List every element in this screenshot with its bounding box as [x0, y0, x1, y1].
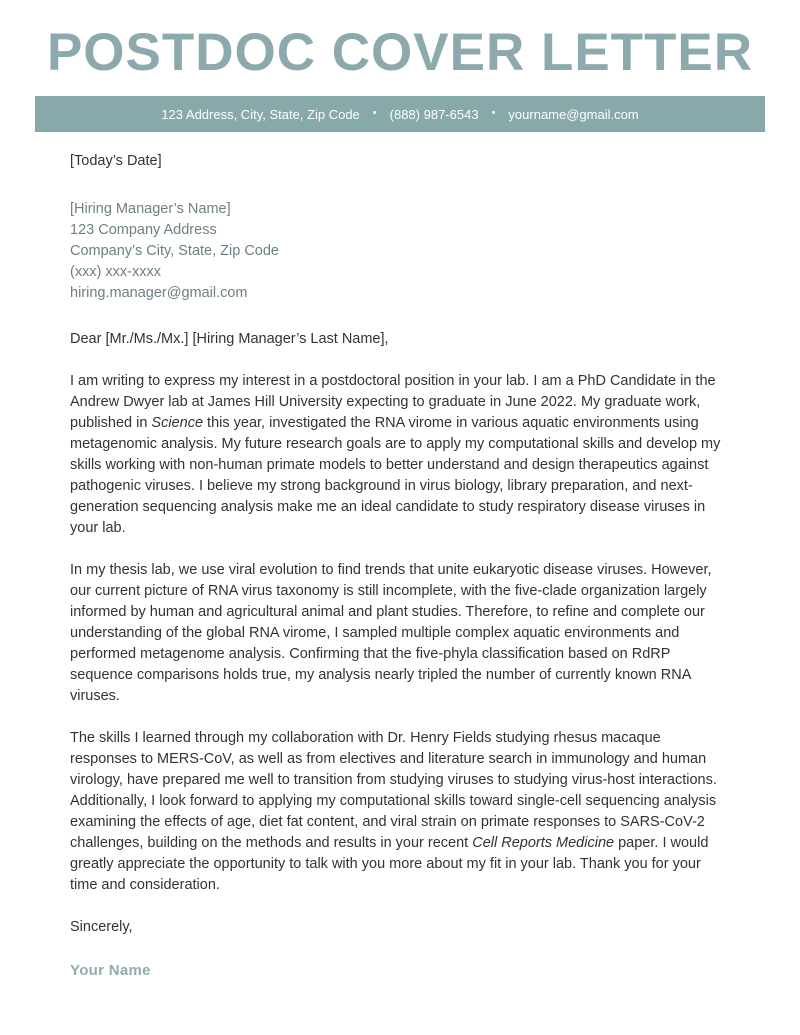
contact-phone: (888) 987-6543	[389, 106, 479, 122]
salutation: Dear [Mr./Ms./Mx.] [Hiring Manager’s Last Name],	[70, 331, 389, 347]
recipient-email: hiring.manager@gmail.com	[70, 285, 248, 301]
recipient-block	[70, 199, 730, 304]
closing: Sincerely,	[70, 919, 133, 935]
recipient-name: [Hiring Manager’s Name]	[70, 201, 231, 217]
recipient-city-line: Company’s City, State, Zip Code	[70, 243, 279, 259]
letter-body	[70, 151, 730, 981]
letter-date: [Today’s Date]	[70, 153, 162, 169]
bullet-separator-icon: •	[372, 107, 377, 119]
contact-address: 123 Address, City, State, Zip Code	[161, 106, 360, 122]
letter-paragraph-2: In my thesis lab, we use viral evolution to find trends that unite eukaryotic disease viruses. However, our current picture of RNA virus taxonomy is still incomplete, with the five-clade organization largely informed by human and agricultural animal and plant studies. Therefore, to refine and complete our understanding of the global RNA virome, I sampled multiple complex aquatic environments and performed metagenome analysis. Confirming that the five-phyla classification based on RdRP sequence comparisons holds true, my analysis nearly tripled the number of currently known RNA viruses.	[70, 562, 712, 704]
contact-bar	[35, 96, 765, 132]
signature-name: Your Name	[70, 962, 151, 979]
letter-paragraph-1: I am writing to express my interest in a postdoctoral position in your lab. I am a PhD Candidate in the Andrew Dwyer lab at James Hill University expecting to graduate in June 2022. My graduate work, published in Science this year, investigated the RNA virome in various aquatic environments using metagenomic analysis. My future research goals are to apply my computational skills and develop my skills working with non-human primate models to better understand and design therapeutics against pathogenic viruses. I believe my strong background in virus biology, library preparation, and next-generation sequencing analysis make me an ideal candidate to study respiratory disease viruses in your lab.	[70, 373, 721, 536]
recipient-phone: (xxx) xxx-xxxx	[70, 264, 162, 280]
letter-paragraph-3: The skills I learned through my collaboration with Dr. Henry Fields studying rhesus macaque responses to MERS-CoV, as well as from electives and literature search in immunology and human virology, have prepared me well to transition from studying viruses to studying virus-host interactions. Additionally, I look forward to applying my computational skills toward single-cell sequencing analysis examining the effects of age, diet fat content, and viral strain on primate responses to SARS-CoV-2 challenges, building on the methods and results in your recent Cell Reports Medicine paper. I would greatly appreciate the opportunity to talk with you more about my fit in your lab. Thank you for your time and consideration.	[70, 730, 717, 893]
bullet-separator-icon: •	[491, 107, 496, 119]
contact-email: yourname@gmail.com	[508, 106, 639, 122]
recipient-address: 123 Company Address	[70, 222, 217, 238]
page-title: POSTDOC COVER LETTER	[46, 23, 754, 82]
